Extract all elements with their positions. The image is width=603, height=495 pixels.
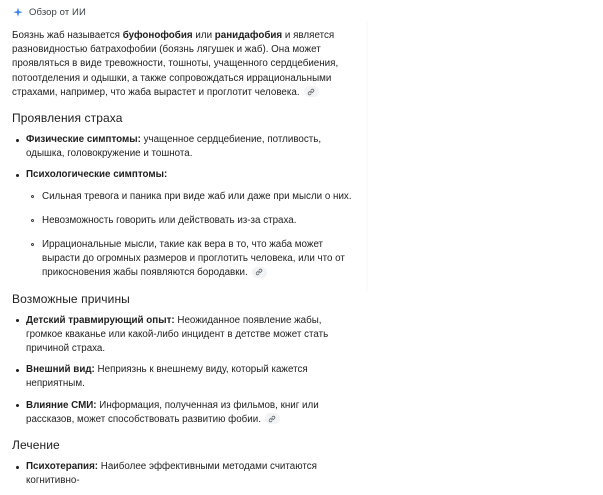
section-heading-treatment: Лечение [12, 438, 60, 453]
item-label: Влияние СМИ: [26, 399, 97, 411]
section-heading-causes: Возможные причины [12, 291, 130, 306]
sparkle-icon [12, 7, 24, 19]
intro-term-bufonophobia: буфонофобия [122, 30, 193, 41]
list-item [26, 190, 356, 204]
link-icon [268, 415, 276, 423]
section-heading-manifestations: Проявления страха [12, 111, 123, 126]
subitem-text: Невозможность говорить или действовать из-за страха. [42, 214, 297, 226]
link-icon [255, 268, 263, 276]
ai-overview-title: Обзор от ИИ [29, 7, 86, 18]
content-divider-rule [366, 22, 368, 292]
item-label: Физические симптомы: [26, 134, 141, 146]
subitem-text: Сильная тревога и паника при виде жаб или даже при мысли о них. [42, 190, 352, 202]
list-item [8, 363, 356, 391]
item-label: Детский травмирующий опыт: [26, 314, 175, 326]
intro-text-part2: или [192, 30, 215, 41]
item-label: Внешний вид: [26, 364, 95, 376]
list-item [8, 133, 356, 161]
list-item [8, 399, 356, 427]
intro-term-ranidaphobia: ранидафобия [214, 30, 283, 41]
psychological-symptoms-sublist [26, 190, 356, 281]
item-text: Наиболее эффективными методами считаются когнитивно- [26, 461, 317, 487]
list-item [26, 214, 356, 228]
subitem-text: Иррациональные мысли, такие как вера в то, что жаба может вырасти до огромных размеров и проглотить человека, или что от прикосновения жабы появляются бородавки. [42, 239, 345, 279]
list-item [8, 460, 356, 488]
item-label: Психотерапия: [26, 461, 99, 473]
source-link-chip[interactable] [304, 86, 319, 97]
source-link-chip[interactable] [265, 413, 280, 424]
item-text: Неприязнь к внешнему виду, который кажется неприятным. [26, 364, 308, 390]
link-icon [307, 88, 315, 96]
source-link-chip[interactable] [252, 267, 267, 278]
list-item [8, 168, 356, 280]
item-text: Неожиданное появление жабы, громкое кваканье или какой-либо инцидент в детстве может стать причиной страха. [26, 314, 329, 355]
treatment-list [8, 460, 356, 488]
item-text: учащенное сердцебиение, потливость, одышка, головокружение и тошнота. [26, 134, 322, 160]
ai-overview-header [8, 6, 356, 20]
manifestations-list [8, 133, 356, 281]
intro-text-part3: и является разновидностью батрахофобии (боязнь лягушек и жаб). Она может проявляться в виде тревожности, тошноты, учащенного сердцебиения, потоотделения и одышки, а также сопровождаться иррациональными страхами, например, что жаба вырастет и проглотит человека. [12, 30, 339, 98]
item-label: Психологические симптомы: [26, 169, 168, 181]
item-text: Информация, полученная из фильмов, книг или рассказов, может способствовать развитию фобии. [26, 399, 319, 425]
intro-paragraph [8, 29, 356, 100]
causes-list [8, 314, 356, 427]
intro-text-part1: Боязнь жаб называется [12, 30, 123, 41]
list-item [26, 238, 356, 281]
list-item [8, 314, 356, 357]
